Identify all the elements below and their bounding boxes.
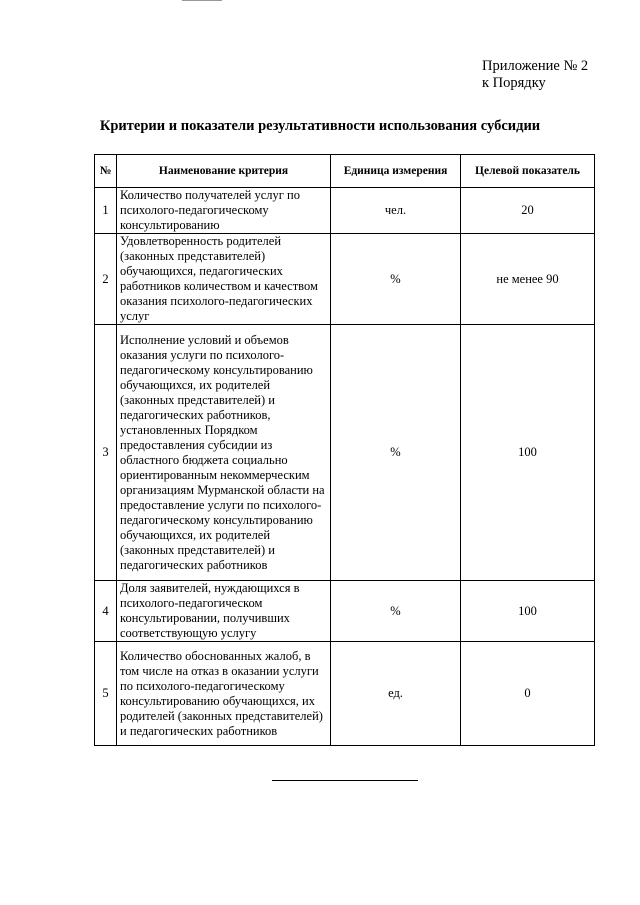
- criterion-name: Количество обоснованных жалоб, в том числе на отказ в оказании услуги по психолого-педагогическому консультированию обучающихся, их родителей (законных представителей) и педагогических работников: [117, 642, 331, 746]
- criterion-target: не менее 90: [461, 234, 595, 325]
- row-number: 5: [95, 642, 117, 746]
- criteria-table: [94, 154, 595, 746]
- table-row: [95, 642, 595, 746]
- row-number: 2: [95, 234, 117, 325]
- criterion-unit: ед.: [331, 642, 461, 746]
- criterion-unit: %: [331, 325, 461, 581]
- criterion-unit: чел.: [331, 188, 461, 234]
- header-criterion-name: Наименование критерия: [117, 155, 331, 188]
- appendix-note: [482, 58, 588, 92]
- row-number: 4: [95, 581, 117, 642]
- header-unit: Единица измерения: [331, 155, 461, 188]
- table-row: [95, 234, 595, 325]
- criterion-name: Удовлетворенность родителей (законных представителей) обучающихся, педагогических работников количеством и качеством оказания психолого-педагогических услуг: [117, 234, 331, 325]
- document-title: Критерии и показатели результативности использования субсидии: [99, 118, 541, 134]
- criterion-unit: %: [331, 234, 461, 325]
- criterion-target: 100: [461, 581, 595, 642]
- criterion-target: 0: [461, 642, 595, 746]
- scan-artifact-line: [182, 0, 222, 1]
- appendix-reference: к Порядку: [482, 75, 546, 91]
- row-number: 3: [95, 325, 117, 581]
- header-target-value: Целевой показатель: [461, 155, 595, 188]
- criterion-target: 20: [461, 188, 595, 234]
- table-row: [95, 581, 595, 642]
- row-number: 1: [95, 188, 117, 234]
- closing-line: [272, 780, 418, 781]
- table-row: [95, 325, 595, 581]
- table-row: [95, 188, 595, 234]
- criterion-name: Количество получателей услуг по психолого-педагогическому консультированию: [117, 188, 331, 234]
- criterion-unit: %: [331, 581, 461, 642]
- criterion-name: Исполнение условий и объемов оказания услуги по психолого-педагогическому консультированию обучающихся, их родителей (законных представителей) и педагогических работников, установленных Порядком предоставления субсидии из областного бюджета социально ориентированным некоммерческим организациям Мурманской области на предоставление услуги по психолого-педагогическому консультированию обучающихся, их родителей (законных представителей) и педагогических работников: [117, 325, 331, 581]
- criterion-target: 100: [461, 325, 595, 581]
- table-header-row: [95, 155, 595, 188]
- appendix-number: Приложение № 2: [482, 58, 589, 74]
- header-number: №: [95, 155, 117, 188]
- criterion-name: Доля заявителей, нуждающихся в психолого-педагогическом консультировании, получивших соответствующую услугу: [117, 581, 331, 642]
